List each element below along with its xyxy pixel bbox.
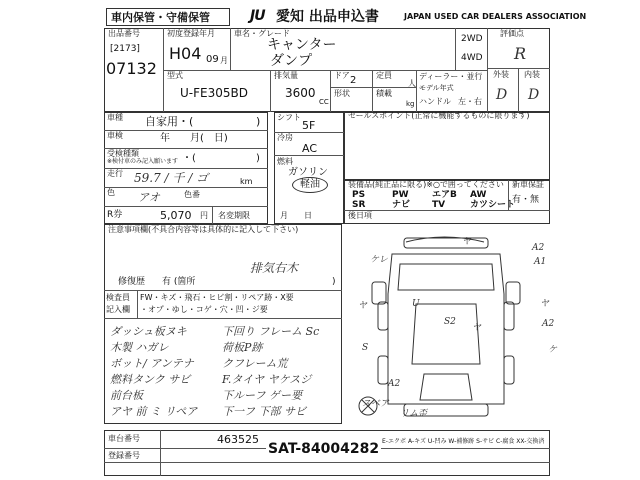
evaluation-score: R xyxy=(514,44,527,63)
doors-value: 2 xyxy=(350,75,357,86)
diagram-label: A2 xyxy=(542,319,555,329)
equipment-item: カツシート xyxy=(470,200,516,210)
usage-type-close: ) xyxy=(256,115,261,128)
history-sub: ※検付車のみ記入願います xyxy=(107,158,179,165)
repair-label: 修復歴 xyxy=(118,277,146,287)
lot-number: 07132 xyxy=(106,59,157,78)
car-name: キャンター xyxy=(267,37,337,53)
car-name-label: 車名・グレード xyxy=(234,29,290,38)
dealer-label: ディーラー・並行 xyxy=(419,72,483,81)
checklist-line-2: ・オプ・ゆし・コゲ・穴・凹・ジ要 xyxy=(140,305,268,314)
color-no-label: 色番 xyxy=(184,190,200,199)
displacement-value: 3600 xyxy=(285,86,316,100)
inspector-label: 検査員 xyxy=(106,293,130,302)
name-change-label: 名変期限 xyxy=(218,211,250,220)
diagram-label: ケ xyxy=(548,345,558,355)
inspection-value: 年 月( 日) xyxy=(160,133,228,144)
displacement-label: 排気量 xyxy=(274,71,298,80)
inspection-label: 車検 xyxy=(107,131,123,140)
vehicle-number-label: 車台番号 xyxy=(108,434,140,443)
usage-type-value: 自家用・( xyxy=(145,115,194,128)
note-line: ダッシュ板ヌキ xyxy=(110,325,187,338)
note-line: 前台板 xyxy=(110,389,143,402)
notes-label: 注意事項欄(不具合内容等は具体的に記入して下さい) xyxy=(108,225,299,234)
new-warranty-label: 新車保証 xyxy=(512,180,544,189)
sales-point-label: セールスポイント(正常に機能するものに限ります) xyxy=(348,111,530,120)
registration-month-unit: 月 xyxy=(220,56,228,65)
equipment-item: AW xyxy=(470,190,487,200)
equipment-item: ナビ xyxy=(392,200,411,210)
note-line: クフレーム荒 xyxy=(222,357,288,370)
color-value: アオ xyxy=(138,191,160,204)
org-name: 愛知 出品申込書 xyxy=(276,9,379,25)
capacity-label: 定員 xyxy=(376,71,392,80)
diagram-label: スベア xyxy=(362,399,390,409)
shift-value: 5F xyxy=(302,119,316,132)
diagram-label: S xyxy=(362,343,369,353)
evaluation-label: 評価点 xyxy=(500,29,524,38)
recycle-value: 5,070 xyxy=(160,209,192,222)
equipment-item: エアB xyxy=(432,190,457,200)
legend-prefix: E-エクボ xyxy=(382,438,406,445)
note-line: 燃料タンク サビ xyxy=(110,373,191,386)
name-change-value: 月 日 xyxy=(280,211,312,220)
notes-hand-note: 排気右木 xyxy=(250,261,299,275)
equipment-item: SR xyxy=(352,200,366,210)
history-close: ) xyxy=(256,153,260,164)
note-line: 下回り フレーム Sc xyxy=(222,325,320,338)
recycle-unit: 円 xyxy=(200,211,208,220)
diagram-label: リム歪 xyxy=(400,409,428,419)
lot-label: 出品番号 xyxy=(108,29,140,38)
registration-label: 初度登録年月 xyxy=(167,29,215,38)
color-label: 色 xyxy=(107,188,115,197)
capacity-unit: 人 xyxy=(408,79,416,88)
car-grade: ダンプ xyxy=(270,53,313,69)
equipment-label: 装備品(純正品に限る)※○で囲ってください xyxy=(348,180,504,189)
shift-label: シフト xyxy=(277,113,301,122)
new-warranty-value: 有・無 xyxy=(512,195,540,205)
diagram-label: A2 xyxy=(532,243,545,253)
vehicle-number: 463525 xyxy=(217,433,259,446)
cooler-value: AC xyxy=(302,142,318,155)
handle-value: 左・右 xyxy=(458,97,482,106)
note-line: 木製 ハガレ xyxy=(110,341,169,354)
legend-text: A-キズ U-凹み W-補修跡 S-サビ C-腐食 XX-交換済 xyxy=(408,438,545,445)
load-label: 積載 xyxy=(376,89,392,98)
ju-logo: JU xyxy=(250,8,265,24)
diagram-label: A2 xyxy=(388,379,401,389)
diagram-label: ヤ xyxy=(358,301,368,311)
fuel-alt: 軽油 xyxy=(300,179,320,190)
equipment-item: PS xyxy=(352,190,366,200)
diagram-label: U xyxy=(412,299,420,309)
mileage-unit: km xyxy=(240,177,253,186)
fuel-value: ガソリン xyxy=(288,167,328,178)
drive-4wd: 4WD xyxy=(461,53,483,63)
fuel-label: 燃料 xyxy=(277,157,293,166)
checklist-line-1: FW・キズ・飛石・ヒビ割・リペア跡・X要 xyxy=(140,293,294,302)
exterior-label: 外装 xyxy=(493,70,509,79)
equipment-item: PW xyxy=(392,190,409,200)
mileage-label: 走行 xyxy=(107,169,123,178)
equipment-item: TV xyxy=(432,200,446,210)
org-english: JAPAN USED CAR DEALERS ASSOCIATION xyxy=(404,12,587,21)
note-line: 下一フ 下部 サビ xyxy=(222,405,306,418)
reg-number-label: 登録番号 xyxy=(108,451,140,460)
storage-label-box xyxy=(106,8,230,26)
registration-month: 09 xyxy=(206,54,219,65)
history-label: 受検種類 xyxy=(107,149,139,158)
diagram-label: ヤ xyxy=(462,237,472,247)
later-item-label: 後日項 xyxy=(348,211,372,220)
note-line: F.タイヤ ヤケスジ xyxy=(222,373,312,386)
handle-label: ハンドル xyxy=(419,97,451,106)
load-unit: kg xyxy=(406,100,415,108)
interior-label: 内装 xyxy=(524,70,540,79)
diagram-label: ヤ xyxy=(540,299,550,309)
diagram-label: ヤ xyxy=(472,323,482,333)
repair-close: ) xyxy=(332,277,336,287)
model-value: U-FE305BD xyxy=(180,86,248,100)
note-line: アヤ 前 ミ リペア xyxy=(110,405,198,418)
interior-score: D xyxy=(528,87,540,103)
note-line: 下ルーフ ゲー要 xyxy=(222,389,302,402)
history-value: ・( xyxy=(182,153,196,164)
usage-type-label: 車種 xyxy=(107,113,123,122)
sales-point-box xyxy=(344,112,550,180)
diagram-label: A1 xyxy=(534,257,547,267)
lot-sub-number: [2173] xyxy=(110,44,140,54)
recycle-label: R券 xyxy=(107,210,123,220)
shape-label: 形状 xyxy=(334,89,350,98)
note-line: ボット/ アンテナ xyxy=(110,357,194,370)
cooler-label: 冷房 xyxy=(277,133,293,142)
model-label: 型式 xyxy=(167,71,183,80)
reference-code: SAT-84004282 xyxy=(268,441,380,457)
drive-2wd: 2WD xyxy=(461,34,483,44)
note-line: 荷板P跡 xyxy=(222,341,263,354)
diagram-label: S2 xyxy=(444,317,456,327)
displacement-unit: CC xyxy=(319,98,329,106)
diagram-label: ケレ xyxy=(370,255,388,265)
mileage-value: 59.7 / 千 / ゴ xyxy=(134,171,209,185)
model-year-label: モデル年式 xyxy=(419,84,454,92)
doors-label: ドア xyxy=(334,71,350,80)
repair-value: 有 (箇所 xyxy=(162,277,196,287)
registration-year: H04 xyxy=(169,44,202,63)
storage-label: 車内保管・守備保管 xyxy=(111,11,210,24)
exterior-score: D xyxy=(496,87,508,103)
entry-label: 記入欄 xyxy=(106,305,130,314)
